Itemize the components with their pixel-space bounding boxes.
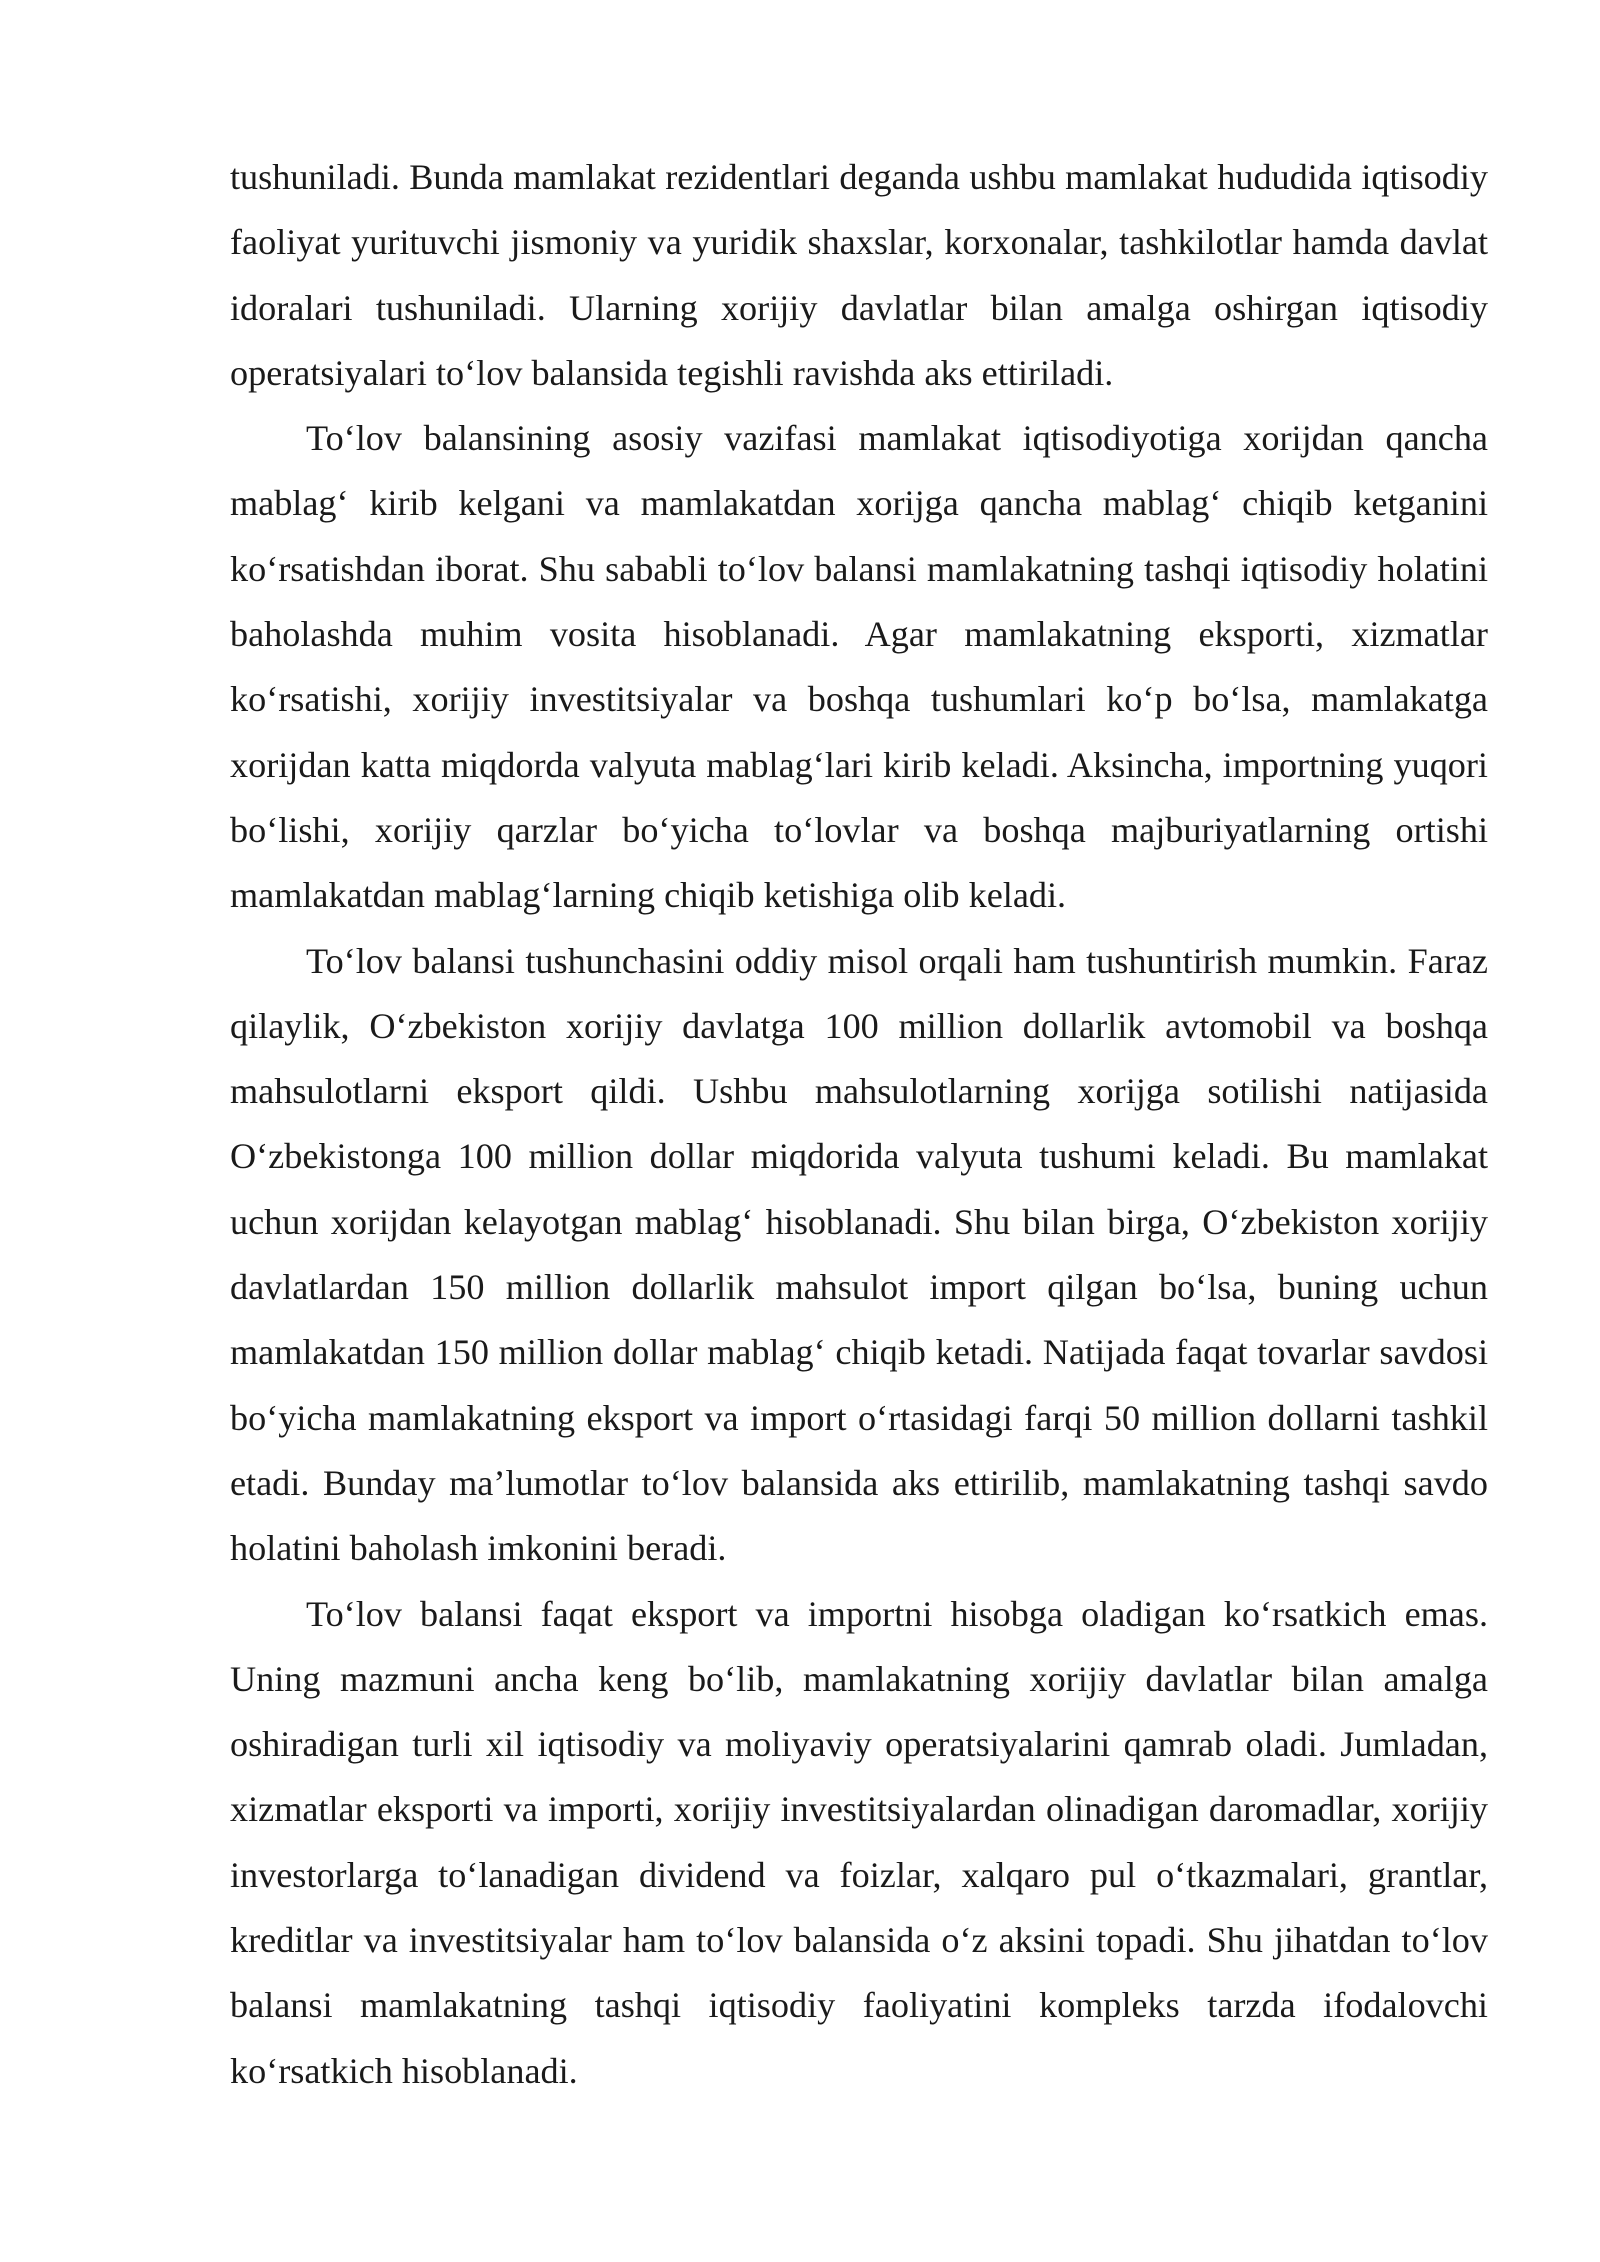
paragraph-continuation: tushuniladi. Bunda mamlakat rezidentlari deganda ushbu mamlakat hududida iqtisodiy faoliyat yurituvchi jismoniy va yuridik shaxslar, korxonalar, tashkilotlar hamda davlat idoralari tushuniladi. Ularning xorijiy davlatlar bilan amalga oshirgan iqtisodiy operatsiyalari to‘lov balansida tegishli ravishda aks ettiriladi. [230,157,1488,393]
paragraph-scope: To‘lov balansi faqat eksport va importni hisobga oladigan ko‘rsatkich emas. Uning mazmuni ancha keng bo‘lib, mamlakatning xorijiy davlatlar bilan amalga oshiradigan turli xil iqtisodiy va moliyaviy operatsiyalarini qamrab oladi. Jumladan, xizmatlar eksporti va importi, xorijiy investitsiyalardan olinadigan daromadlar, xorijiy investorlarga to‘lanadigan dividend va foizlar, xalqaro pul o‘tkazmalari, grantlar, kreditlar va investitsiyalar ham to‘lov balansida o‘z aksini topadi. Shu jihatdan to‘lov balansi mamlakatning tashqi iqtisodiy faoliyatini kompleks tarzda ifodalovchi ko‘rsatkich hisoblanadi. [230,1593,1488,2091]
paragraph-purpose: To‘lov balansining asosiy vazifasi mamlakat iqtisodiyotiga xorijdan qancha mablag‘ kirib kelgani va mamlakatdan xorijga qancha mablag‘ chiqib ketganini ko‘rsatishdan iborat. Shu sababli to‘lov balansi mamlakatning tashqi iqtisodiy holatini baholashda muhim vosita hisoblanadi. Agar mamlakatning eksporti, xizmatlar ko‘rsatishi, xorijiy investitsiyalar va boshqa tushumlari ko‘p bo‘lsa, mamlakatga xorijdan katta miqdorda valyuta mablag‘lari kirib keladi. Aksincha, importning yuqori bo‘lishi, xorijiy qarzlar bo‘yicha to‘lovlar va boshqa majburiyatlarning ortishi mamlakatdan mablag‘larning chiqib ketishiga olib keladi. [230,418,1488,916]
paragraph-example: To‘lov balansi tushunchasini oddiy misol orqali ham tushuntirish mumkin. Faraz qilaylik, O‘zbekiston xorijiy davlatga 100 million dollarlik avtomobil va boshqa mahsulotlarni eksport qildi. Ushbu mahsulotlarning xorijga sotilishi natijasida O‘zbekistonga 100 million dollar miqdorida valyuta tushumi keladi. Bu mamlakat uchun xorijdan kelayotgan mablag‘ hisoblanadi. Shu bilan birga, O‘zbekiston xorijiy davlatlardan 150 million dollarlik mahsulot import qilgan bo‘lsa, buning uchun mamlakatdan 150 million dollar mablag‘ chiqib ketadi. Natijada faqat tovarlar savdosi bo‘yicha mamlakatning eksport va import o‘rtasidagi farqi 50 million dollarni tashkil etadi. Bunday ma’lumotlar to‘lov balansida aks ettirilib, mamlakatning tashqi savdo holatini baholash imkonini beradi. [230,940,1488,1569]
document-body [230,145,1488,2104]
